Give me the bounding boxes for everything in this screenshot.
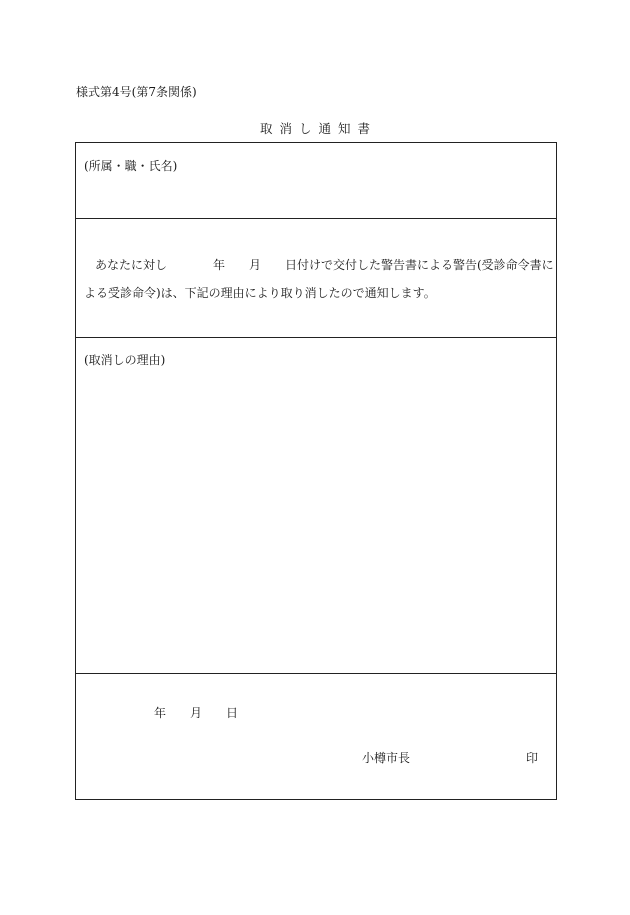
issuance-section [76,674,556,799]
recipient-label: (所属・職・氏名) [84,159,178,173]
document-title: 取消し通知書 [259,121,377,136]
notice-body-section [76,219,556,338]
notice-intro-text: あなたに対し [95,258,168,272]
notice-body-line-2: よる受診命令)は、下記の理由により取り消したので通知します。 [84,286,436,300]
issue-month-unit: 月 [190,706,203,720]
notice-form [75,142,557,800]
seal-mark: 印 [526,751,539,765]
form-number: 様式第4号(第7条関係) [76,85,197,99]
issue-day-unit: 日 [226,706,239,720]
warning-month-unit: 月 [249,258,262,272]
issue-year-unit: 年 [154,706,167,720]
issuer-name: 小樽市長 [362,751,411,765]
warning-year-unit: 年 [213,258,226,272]
reason-section [76,338,556,674]
reason-label: (取消しの理由) [84,353,166,367]
recipient-section [76,143,556,219]
warning-date-suffix-text: 日付けで交付した警告書による警告(受診命令書に [285,258,554,272]
